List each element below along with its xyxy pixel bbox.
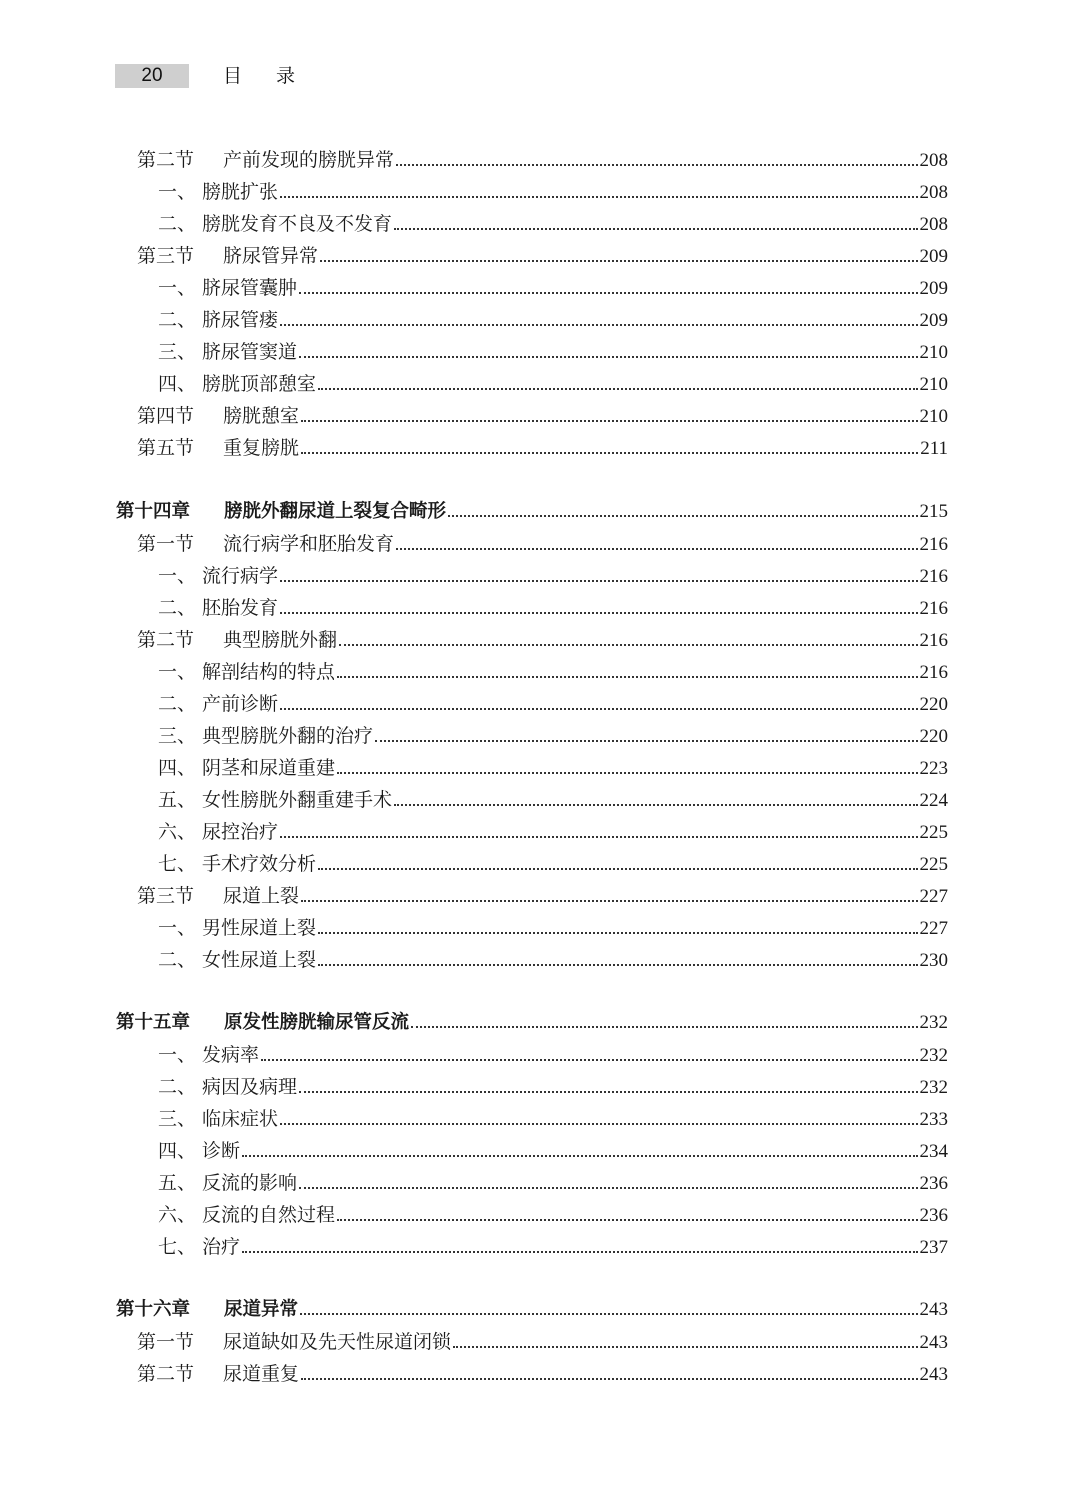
toc-entry-page-number: 216 xyxy=(919,630,948,651)
toc-entry-label: 四、 xyxy=(158,373,197,395)
toc-entry-label: 五、 xyxy=(158,1172,197,1194)
toc-entry-label: 七、 xyxy=(158,1236,197,1258)
toc-entry-page-number: 232 xyxy=(919,1012,948,1033)
toc-entry-section xyxy=(137,529,948,559)
toc-entry-page-number: 209 xyxy=(919,246,948,267)
toc-entry-item xyxy=(158,177,948,207)
toc-entry-item xyxy=(158,1104,948,1134)
toc-entry-page-number: 216 xyxy=(919,534,948,555)
toc-entry-title: 男性尿道上裂 xyxy=(202,917,317,939)
toc-entry-item xyxy=(158,1200,948,1230)
toc-entry-label: 六、 xyxy=(158,1204,197,1226)
dot-leader xyxy=(320,259,917,262)
toc-entry-page-number: 236 xyxy=(919,1173,948,1194)
dot-leader xyxy=(301,451,918,454)
toc-entry-page-number: 230 xyxy=(919,950,948,971)
toc-entry-page-number: 243 xyxy=(919,1299,948,1320)
toc-entry-item xyxy=(158,337,948,367)
toc-entry-page-number: 210 xyxy=(919,374,948,395)
toc-entry-label: 二、 xyxy=(158,693,197,715)
toc-entry-chapter xyxy=(116,497,948,527)
toc-entry-label: 二、 xyxy=(158,597,197,619)
toc-entry-page-number: 223 xyxy=(919,758,948,779)
toc-entry-page-number: 237 xyxy=(919,1237,948,1258)
toc-entry-page-number: 243 xyxy=(919,1332,948,1353)
toc-entry-title: 解剖结构的特点 xyxy=(202,661,336,683)
toc-entry-title: 尿道重复 xyxy=(223,1363,300,1385)
toc-entry-page-number: 225 xyxy=(919,822,948,843)
toc-entry-title: 脐尿管异常 xyxy=(223,245,319,267)
toc-entry-title: 女性尿道上裂 xyxy=(202,949,317,971)
dot-leader xyxy=(280,195,917,198)
dot-leader xyxy=(394,803,917,806)
toc-entry-label: 二、 xyxy=(158,949,197,971)
toc-entry-label: 第二节 xyxy=(137,149,195,171)
toc-entry-item xyxy=(158,1168,948,1198)
toc-entry-section xyxy=(137,401,948,431)
toc-entry-item xyxy=(158,913,948,943)
toc-entry-page-number: 220 xyxy=(919,694,948,715)
toc-entry-label: 第十四章 xyxy=(116,501,191,522)
toc-entry-title: 重复膀胱 xyxy=(223,437,300,459)
toc-entry-label: 二、 xyxy=(158,1076,197,1098)
toc-entry-label: 二、 xyxy=(158,213,197,235)
toc-entry-title: 脐尿管瘘 xyxy=(202,309,279,331)
toc-entry-page-number: 233 xyxy=(919,1109,948,1130)
toc-entry-page-number: 211 xyxy=(920,438,948,459)
toc-entry-label: 一、 xyxy=(158,661,197,683)
toc-entry-title: 发病率 xyxy=(202,1044,260,1066)
dot-leader xyxy=(242,1154,917,1157)
toc-entry-section xyxy=(137,1359,948,1389)
toc-entry-page-number: 225 xyxy=(919,854,948,875)
toc-entry-label: 三、 xyxy=(158,341,197,363)
toc-entry-section xyxy=(137,241,948,271)
toc-entry-title: 脐尿管囊肿 xyxy=(202,277,298,299)
toc-entry-title: 产前发现的膀胱异常 xyxy=(223,149,395,171)
toc-entry-item xyxy=(158,561,948,591)
toc-entry-label: 第一节 xyxy=(137,533,195,555)
toc-entry-item xyxy=(158,945,948,975)
toc-entry-page-number: 232 xyxy=(919,1077,948,1098)
toc-entry-page-number: 227 xyxy=(919,918,948,939)
toc-entry-item xyxy=(158,209,948,239)
toc-entry-page-number: 234 xyxy=(919,1141,948,1162)
dot-leader xyxy=(300,1312,917,1315)
toc-entry-page-number: 216 xyxy=(919,566,948,587)
toc-entry-item xyxy=(158,689,948,719)
toc-entry-page-number: 227 xyxy=(919,886,948,907)
toc-entry-item xyxy=(158,1040,948,1070)
dot-leader xyxy=(280,835,917,838)
toc-entry-label: 第二节 xyxy=(137,1363,195,1385)
dot-leader xyxy=(411,1025,917,1028)
toc-entry-title: 尿道缺如及先天性尿道闭锁 xyxy=(223,1331,452,1353)
dot-leader xyxy=(280,611,917,614)
toc-entry-label: 一、 xyxy=(158,181,197,203)
toc-entry-item xyxy=(158,305,948,335)
toc-entry-title: 脐尿管窦道 xyxy=(202,341,298,363)
toc-entry-label: 第一节 xyxy=(137,1331,195,1353)
dot-leader xyxy=(375,739,917,742)
dot-leader xyxy=(280,707,917,710)
toc-entry-title: 膀胱顶部憩室 xyxy=(202,373,317,395)
toc-entry-title: 原发性膀胱输尿管反流 xyxy=(224,1012,410,1033)
dot-leader xyxy=(299,1090,917,1093)
toc-entry-label: 第四节 xyxy=(137,405,195,427)
toc-entry-title: 诊断 xyxy=(202,1140,241,1162)
toc-entry-label: 五、 xyxy=(158,789,197,811)
toc-entry-title: 临床症状 xyxy=(202,1108,279,1130)
toc-entry-title: 尿道异常 xyxy=(224,1299,299,1320)
toc-entry-item xyxy=(158,369,948,399)
dot-leader xyxy=(337,675,917,678)
dot-leader xyxy=(337,771,917,774)
dot-leader xyxy=(280,1122,917,1125)
toc-entry-page-number: 209 xyxy=(919,310,948,331)
dot-leader xyxy=(301,1377,917,1380)
toc-entry-label: 第十五章 xyxy=(116,1012,191,1033)
toc-entry-page-number: 232 xyxy=(919,1045,948,1066)
toc-entry-page-number: 209 xyxy=(919,278,948,299)
toc-entry-title: 尿道上裂 xyxy=(223,885,300,907)
toc-entry-page-number: 208 xyxy=(919,150,948,171)
toc-entry-section xyxy=(137,145,948,175)
dot-leader xyxy=(339,643,917,646)
toc-entry-section xyxy=(137,1327,948,1357)
toc-entry-title: 治疗 xyxy=(202,1236,241,1258)
toc-entry-label: 第二节 xyxy=(137,629,195,651)
toc-entry-title: 膀胱憩室 xyxy=(223,405,300,427)
toc-entry-item xyxy=(158,273,948,303)
toc-entry-title: 胚胎发育 xyxy=(202,597,279,619)
toc-entry-page-number: 210 xyxy=(919,406,948,427)
toc-entry-label: 三、 xyxy=(158,1108,197,1130)
dot-leader xyxy=(299,291,917,294)
toc-entry-page-number: 208 xyxy=(919,182,948,203)
toc-entry-item xyxy=(158,593,948,623)
toc-entry-section xyxy=(137,625,948,655)
toc-entry-label: 二、 xyxy=(158,309,197,331)
toc-entry-title: 反流的自然过程 xyxy=(202,1204,336,1226)
toc-entry-chapter xyxy=(116,1008,948,1038)
toc-entry-page-number: 215 xyxy=(919,501,948,522)
page-number: 20 xyxy=(115,64,189,88)
dot-leader xyxy=(299,355,917,358)
toc-entry-title: 女性膀胱外翻重建手术 xyxy=(202,789,393,811)
dot-leader xyxy=(396,163,917,166)
toc-entry-label: 一、 xyxy=(158,917,197,939)
dot-leader xyxy=(453,1345,917,1348)
toc-entry-label: 三、 xyxy=(158,725,197,747)
toc-entry-page-number: 236 xyxy=(919,1205,948,1226)
dot-leader xyxy=(280,323,917,326)
toc-entry-title: 尿控治疗 xyxy=(202,821,279,843)
toc-entry-item xyxy=(158,1232,948,1262)
toc-entry-label: 一、 xyxy=(158,565,197,587)
dot-leader xyxy=(448,514,917,517)
dot-leader xyxy=(299,1186,917,1189)
toc-entry-label: 七、 xyxy=(158,853,197,875)
toc-entry-page-number: 208 xyxy=(919,214,948,235)
dot-leader xyxy=(242,1250,917,1253)
toc-entry-label: 第十六章 xyxy=(116,1299,191,1320)
running-header-title: 目录 xyxy=(223,65,330,87)
dot-leader xyxy=(318,931,917,934)
toc-entry-title: 膀胱外翻尿道上裂复合畸形 xyxy=(224,501,447,522)
toc-entry-title: 病因及病理 xyxy=(202,1076,298,1098)
dot-leader xyxy=(337,1218,917,1221)
dot-leader xyxy=(318,387,917,390)
dot-leader xyxy=(318,867,917,870)
toc-entry-page-number: 243 xyxy=(919,1364,948,1385)
toc-entry-title: 膀胱发育不良及不发育 xyxy=(202,213,393,235)
toc-entry-item xyxy=(158,721,948,751)
toc-entry-title: 产前诊断 xyxy=(202,693,279,715)
toc-entry-page-number: 216 xyxy=(919,662,948,683)
toc-entry-page-number: 220 xyxy=(919,726,948,747)
dot-leader xyxy=(396,547,917,550)
toc-entry-title: 反流的影响 xyxy=(202,1172,298,1194)
dot-leader xyxy=(301,419,917,422)
toc-entry-title: 阴茎和尿道重建 xyxy=(202,757,336,779)
toc-entry-title: 典型膀胱外翻 xyxy=(223,629,338,651)
toc-entry-section xyxy=(137,881,948,911)
toc-entry-label: 一、 xyxy=(158,1044,197,1066)
toc-entry-section xyxy=(137,433,948,463)
toc-entry-label: 四、 xyxy=(158,757,197,779)
toc-entry-chapter xyxy=(116,1295,948,1325)
toc-entry-label: 第三节 xyxy=(137,885,195,907)
dot-leader xyxy=(280,579,917,582)
toc-entry-page-number: 216 xyxy=(919,598,948,619)
toc-entry-label: 四、 xyxy=(158,1140,197,1162)
toc-entry-item xyxy=(158,657,948,687)
toc-entry-item xyxy=(158,753,948,783)
toc-entry-item xyxy=(158,817,948,847)
toc-entry-title: 膀胱扩张 xyxy=(202,181,279,203)
toc-entry-title: 手术疗效分析 xyxy=(202,853,317,875)
toc-entry-page-number: 210 xyxy=(919,342,948,363)
dot-leader xyxy=(318,963,917,966)
toc-entry-label: 一、 xyxy=(158,277,197,299)
toc-entry-label: 第五节 xyxy=(137,437,195,459)
dot-leader xyxy=(301,899,917,902)
toc-entry-item xyxy=(158,1136,948,1166)
toc-entry-title: 流行病学和胚胎发育 xyxy=(223,533,395,555)
toc-entry-item xyxy=(158,1072,948,1102)
toc-entry-title: 典型膀胱外翻的治疗 xyxy=(202,725,374,747)
dot-leader xyxy=(394,227,917,230)
toc-entry-title: 流行病学 xyxy=(202,565,279,587)
toc-entry-page-number: 224 xyxy=(919,790,948,811)
toc-entry-label: 第三节 xyxy=(137,245,195,267)
toc-entry-item xyxy=(158,849,948,879)
toc-entry-item xyxy=(158,785,948,815)
toc-entry-label: 六、 xyxy=(158,821,197,843)
dot-leader xyxy=(261,1058,917,1061)
